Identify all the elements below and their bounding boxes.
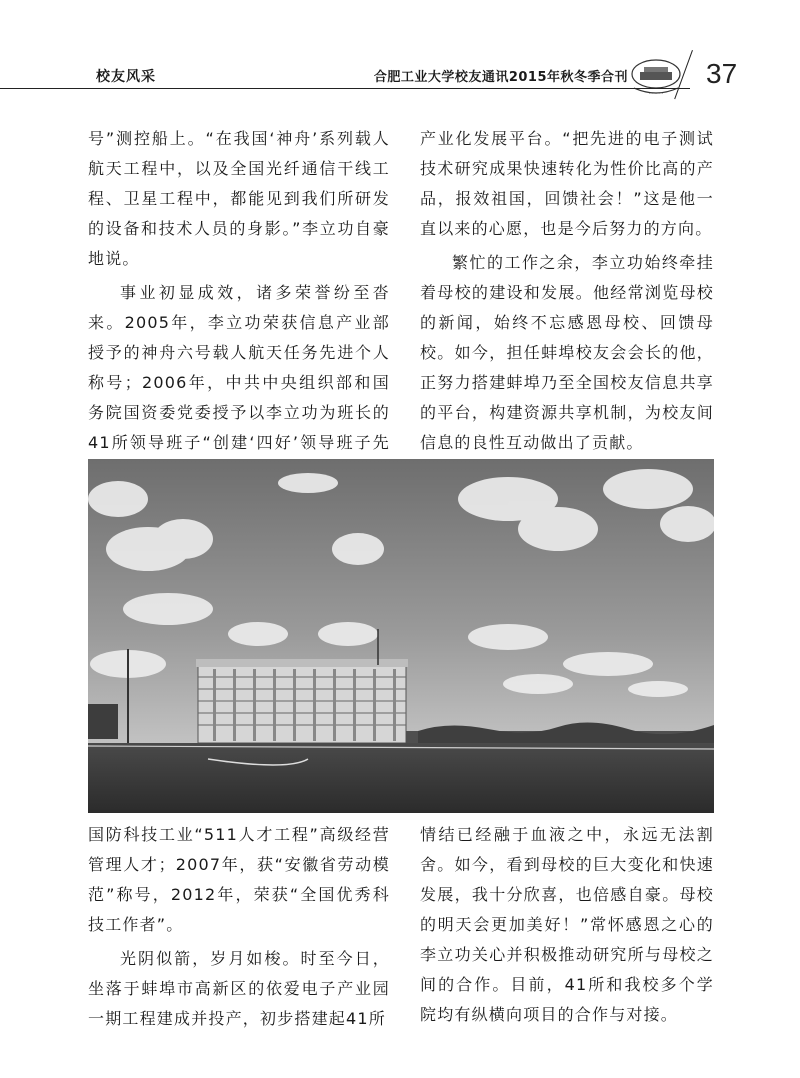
column-bottom-right — [420, 820, 714, 1034]
paragraph: 号”测控船上。“在我国‘神舟’系列载人航天工程中，以及全国光纤通信干线工程、卫星工程中，都能见到我们所研发的设备和技术人员的身影。”李立功自豪地说。 — [88, 129, 390, 268]
paragraph: 情结已经融于血液之中，永远无法割舍。如今，看到母校的巨大变化和快速发展，我十分欣喜，也倍感自豪。母校的明天会更加美好！”常怀感恩之心的李立功关心并积极推动研究所与母校之间的合作。目前，41所和我校多个学院均有纵横向项目的合作与对接。 — [420, 825, 714, 1024]
column-top-left — [88, 124, 390, 492]
paragraph: 光阴似箭，岁月如梭。时至今日，坐落于蚌埠市高新区的依爱电子产业园一期工程建成并投产，初步搭建起41所 — [88, 949, 390, 1028]
column-top-right — [420, 124, 714, 496]
header-rule — [0, 88, 690, 89]
paragraph: 事业初显成效，诸多荣誉纷至沓来。2005年，李立功荣获信息产业部授予的神舟六号载人航天任务先进个人称号；2006年，中共中央组织部和国务院国资委党委授予以李立功为班长的41所领导班子“创建‘四好’领导班子先 — [88, 283, 390, 452]
section-label: 校友风采 — [96, 69, 156, 85]
page-header — [0, 0, 800, 100]
paragraph: 国防科技工业“511人才工程”高级经营管理人才；2007年，获“安徽省劳动模范”称号，2012年，荣获“全国优秀科技工作者”。 — [88, 825, 390, 934]
paragraph: 产业化发展平台。“把先进的电子测试技术研究成果快速转化为性价比高的产品，报效祖国，回馈社会！”这是他一直以来的心愿，也是今后努力的方向。 — [420, 129, 714, 238]
journal-title: 合肥工业大学校友通讯2015年秋冬季合刊 — [373, 70, 628, 85]
column-bottom-left — [88, 820, 390, 1038]
paragraph: 繁忙的工作之余，李立功始终牵挂着母校的建设和发展。他经常浏览母校的新闻，始终不忘感恩母校、回馈母校。如今，担任蚌埠校友会会长的他，正努力搭建蚌埠乃至全国校友信息共享的平台，构建资源共享机制，为校友间信息的良性互动做出了贡献。 — [420, 253, 714, 452]
page-number: 37 — [706, 58, 738, 89]
university-emblem-icon — [630, 58, 682, 98]
svg-text:· · · · ·: · · · · · — [648, 91, 664, 97]
campus-building-photo — [88, 459, 714, 813]
